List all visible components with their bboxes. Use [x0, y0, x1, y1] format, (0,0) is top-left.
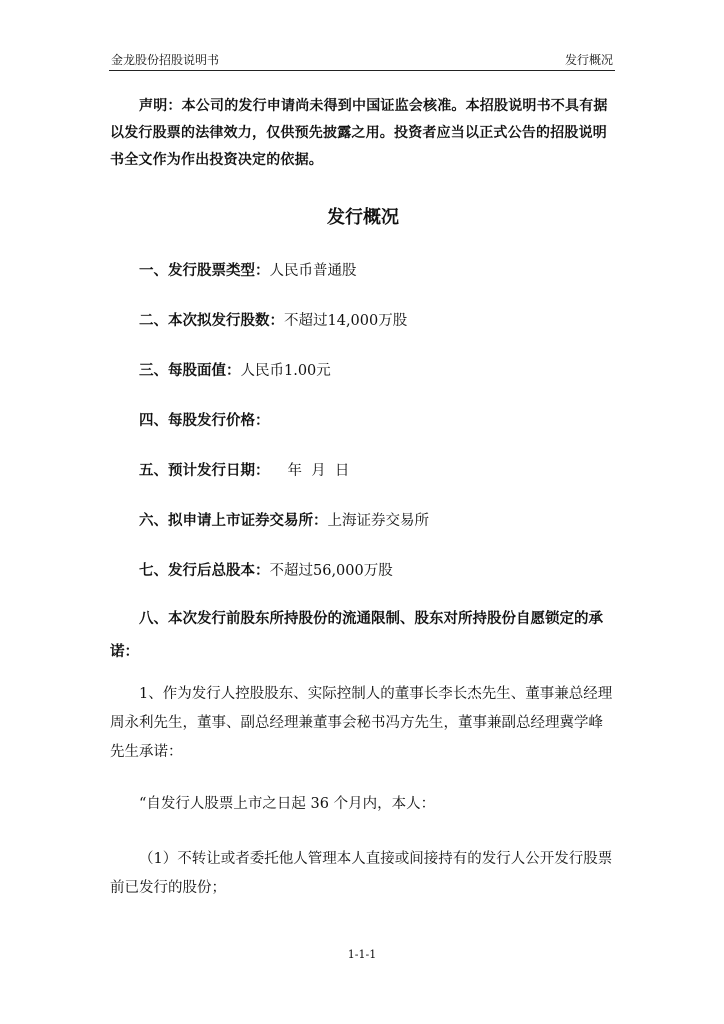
item-label: 三、每股面值：: [139, 363, 241, 379]
commitment-paragraph: 1、作为发行人控股股东、实际控制人的董事长李长杰先生、董事兼总经理周永利先生，董事、副总经理兼董事会秘书冯方先生，董事兼副总经理冀学峰先生承诺：: [110, 686, 613, 760]
item-label: 一、发行股票类型：: [139, 263, 270, 279]
item-value: 人民币普通股: [269, 263, 357, 279]
item-share-count: [139, 310, 619, 332]
item-label: 四、每股发行价格：: [139, 413, 270, 429]
item-issue-price: [139, 410, 619, 432]
item-issue-date: [139, 460, 619, 482]
item-label: 七、发行后总股本：: [139, 563, 270, 579]
item-value: 上海证券交易所: [327, 513, 429, 529]
quote-paragraph: “自发行人股票上市之日起 36 个月内，本人：: [139, 796, 436, 812]
section-title: 发行概况: [327, 207, 399, 228]
item-total-shares: [139, 560, 619, 582]
item-value: 人民币1.00元: [240, 363, 331, 379]
header-section-title: 发行概况: [564, 53, 613, 67]
page-header: [109, 50, 615, 71]
item-stock-type: [139, 260, 619, 282]
item-value: 不超过56,000万股: [269, 563, 393, 579]
item-par-value: [139, 360, 619, 382]
item-exchange: [139, 510, 619, 532]
item-value: 不超过14,000万股: [284, 313, 408, 329]
clause-paragraph: （1）不转让或者委托他人管理本人直接或间接持有的发行人公开发行股票前已发行的股份；: [110, 851, 613, 896]
item-value: 年 月 日: [287, 463, 350, 479]
header-document-title: 金龙股份招股说明书: [111, 53, 220, 67]
disclaimer-statement: 声明：本公司的发行申请尚未得到中国证监会核准。本招股说明书不具有据以发行股票的法律效力，仅供预先披露之用。投资者应当以正式公告的招股说明书全文作为作出投资决定的依据。: [110, 98, 608, 168]
item-label: 六、拟申请上市证券交易所：: [139, 513, 328, 529]
item-label: 二、本次拟发行股数：: [139, 313, 284, 329]
page-number: 1-1-1: [347, 948, 377, 961]
item-lockup-commitment-heading: 八、本次发行前股东所持股份的流通限制、股东对所持股份自愿锁定的承诺：: [110, 611, 603, 660]
item-label: 五、预计发行日期：: [139, 463, 270, 479]
